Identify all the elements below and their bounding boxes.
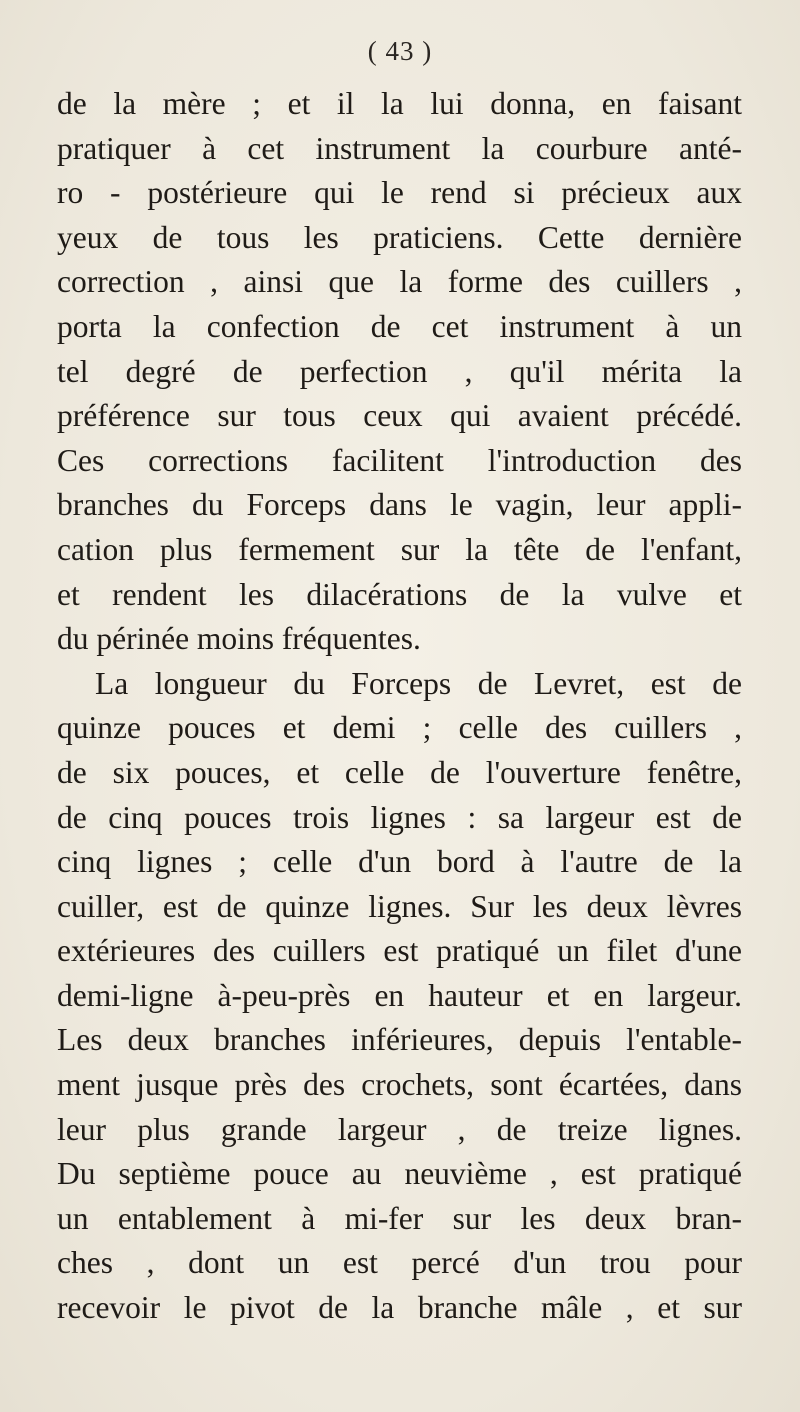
text-line: un entablement à mi-fer sur les deux bran-: [57, 1200, 742, 1236]
page-number: ( 43 ): [367, 36, 433, 66]
text-line: de cinq pouces trois lignes : sa largeur est de: [57, 799, 742, 835]
text-line: Ces corrections facilitent l'introduction des: [57, 442, 742, 478]
text-line: du périnée moins fréquentes.: [57, 621, 421, 657]
text-line: cuiller, est de quinze lignes. Sur les deux lèvres: [57, 888, 742, 924]
text-line: cinq lignes ; celle d'un bord à l'autre de la: [57, 844, 742, 880]
text-line: demi-ligne à-peu-près en hauteur et en largeur.: [57, 977, 742, 1013]
text-line: porta la confection de cet instrument à un: [57, 308, 742, 344]
text-line: leur plus grande largeur , de treize lignes.: [57, 1111, 742, 1147]
text-line: yeux de tous les praticiens. Cette dernière: [57, 219, 742, 255]
text-line: préférence sur tous ceux qui avaient précédé.: [57, 398, 742, 434]
text-line: Du septième pouce au neuvième , est pratiqué: [57, 1156, 742, 1192]
text-line: extérieures des cuillers est pratiqué un filet d'une: [57, 933, 742, 969]
text-line: et rendent les dilacérations de la vulve et: [57, 576, 742, 612]
text-line: branches du Forceps dans le vagin, leur appli-: [57, 487, 742, 523]
text-line: tel degré de perfection , qu'il mérita la: [57, 353, 742, 389]
text-line: cation plus fermement sur la tête de l'enfant,: [57, 531, 742, 567]
text-line: de la mère ; et il la lui donna, en faisant: [57, 86, 742, 121]
text-line: pratiquer à cet instrument la courbure anté-: [57, 130, 742, 166]
text-line: recevoir le pivot de la branche mâle , et sur: [57, 1290, 742, 1326]
text-line: ment jusque près des crochets, sont écartées, dans: [57, 1067, 742, 1103]
text-line: Les deux branches inférieures, depuis l'entable-: [57, 1022, 742, 1058]
text-line: quinze pouces et demi ; celle des cuillers ,: [57, 710, 742, 746]
text-line: correction , ainsi que la forme des cuillers ,: [57, 264, 742, 300]
text-line: de six pouces, et celle de l'ouverture fenêtre,: [57, 754, 742, 790]
text-line: ro - postérieure qui le rend si précieux aux: [57, 175, 742, 211]
text-line: La longueur du Forceps de Levret, est de: [95, 665, 742, 701]
body-text: [57, 82, 742, 1331]
text-line: ches , dont un est percé d'un trou pour: [57, 1245, 742, 1281]
